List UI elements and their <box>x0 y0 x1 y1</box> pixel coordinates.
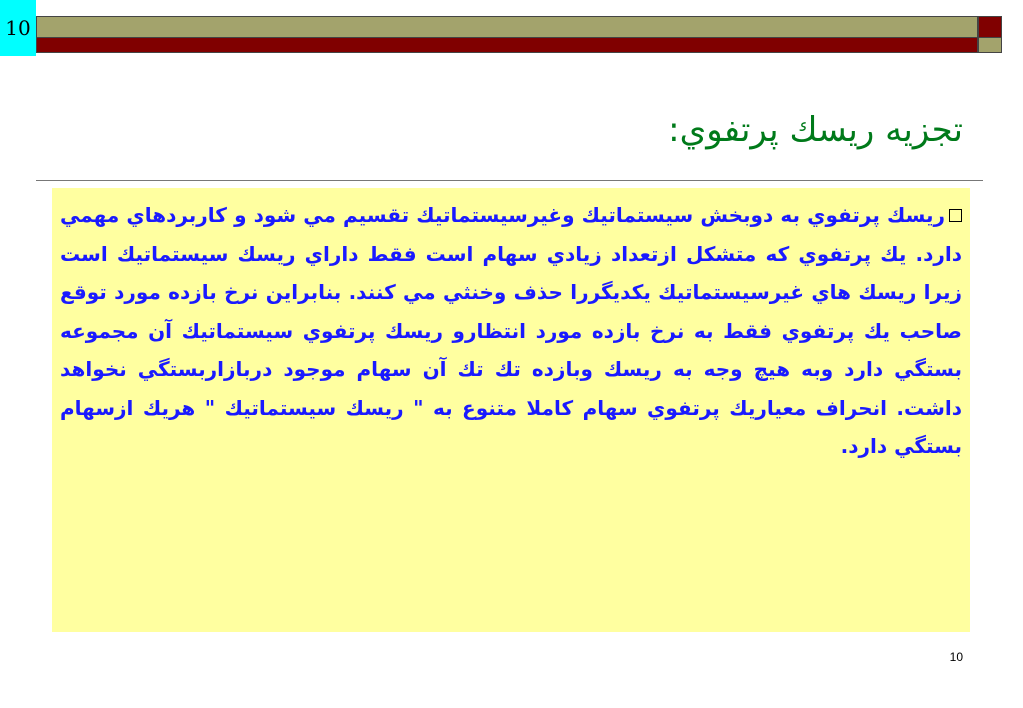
header-square-olive <box>978 37 1002 53</box>
content-text: ريسك پرتفوي به دوبخش سيستماتيك وغيرسيستماتيك تقسيم مي شود و كاربردهاي مهمي دارد. يك پرتفوي كه متشكل ازتعداد زيادي سهام است فقط داراي ريسك سيستماتيك است زيرا ريسك هاي غيرسيستماتيك يكديگررا حذف وخنثي مي كنند. بنابراين نرخ بازده مورد توقع صاحب يك پرتفوي فقط به نرخ بازده مورد انتظارو ريسك پرتفوي سيستماتيك آن مجموعه بستگي دارد وبه هيچ وجه به ريسك وبازده تك تك آن سهام موجود دربازاربستگي نخواهد داشت. انحراف معياريك پرتفوي سهام كاملا متنوع به " ريسك سيستماتيك " هريك ازسهام بستگي دارد. <box>60 203 962 458</box>
header-square-maroon <box>978 16 1002 38</box>
slide-title: تجزيه ريسك پرتفوي: <box>668 110 963 150</box>
square-bullet-icon <box>949 209 962 222</box>
content-paragraph <box>60 196 962 466</box>
header-bar-maroon <box>36 37 978 53</box>
slide-number-badge: 10 <box>0 0 36 56</box>
title-divider <box>36 180 983 181</box>
page-number: 10 <box>949 650 963 664</box>
header-bar-olive <box>36 16 978 38</box>
